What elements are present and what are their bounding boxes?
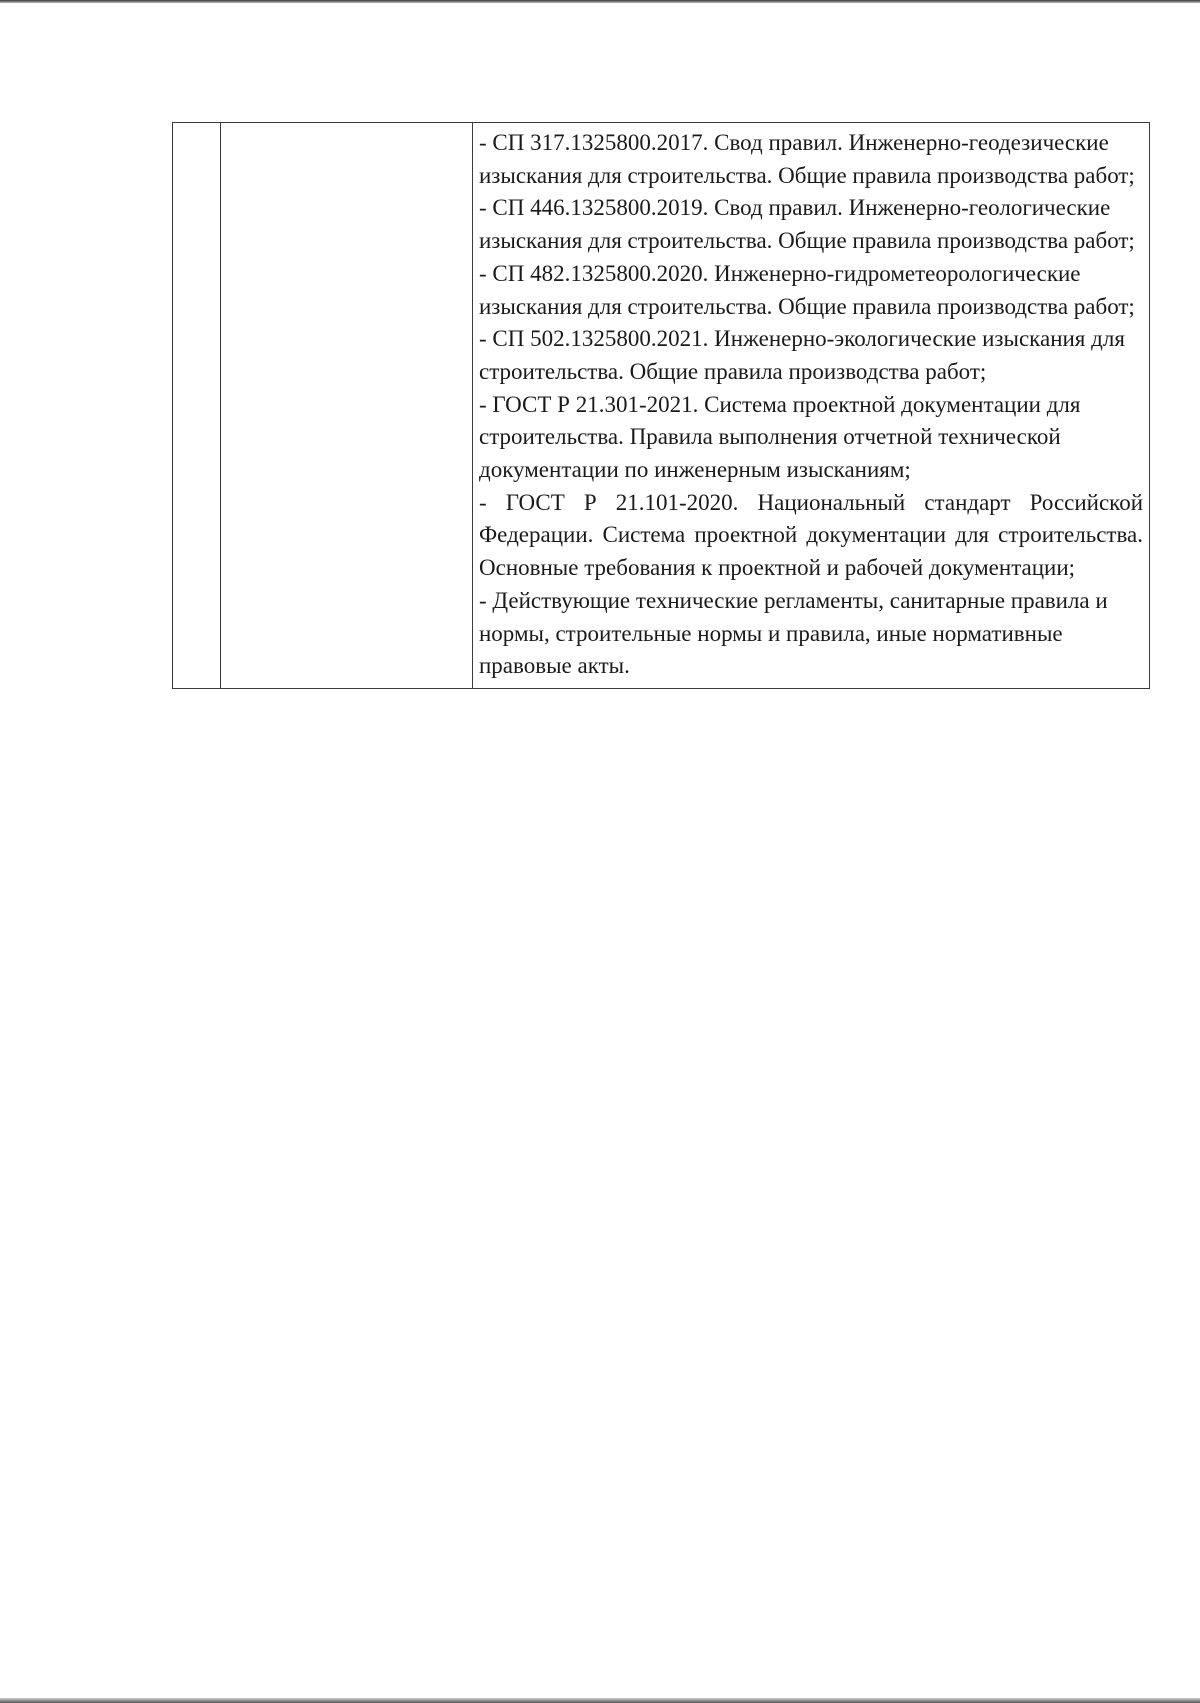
reference-item: - Действующие технические регламенты, санитарные правила и нормы, строительные нормы и правила, иные нормативные правовые акты. (479, 587, 1108, 679)
scan-edge-bottom (0, 1698, 1200, 1703)
scan-edge-top (0, 0, 1200, 3)
references-cell (473, 123, 1150, 689)
name-cell (221, 123, 473, 689)
reference-item: - СП 482.1325800.2020. Инженерно-гидрометеорологические изыскания для строительства. Общие правила производства работ; (479, 260, 1135, 319)
reference-item: - ГОСТ Р 21.301-2021. Система проектной документации для строительства. Правила выполнения отчетной технической документации по инженерным изысканиям; (479, 391, 1081, 483)
reference-item: - СП 317.1325800.2017. Свод правил. Инженерно-геодезические изыскания для строительства. Общие правила производства работ; (479, 130, 1135, 188)
reference-item: - ГОСТ Р 21.101-2020. Национальный стандарт Российской Федерации. Система проектной документации для строительства. Основные требования к проектной и рабочей документации; (479, 489, 1143, 581)
reference-item: - СП 446.1325800.2019. Свод правил. Инженерно-геологические изыскания для строительства. Общие правила производства работ; (479, 195, 1135, 254)
table-row (173, 123, 1150, 689)
requirements-table (172, 122, 1150, 689)
number-cell (173, 123, 221, 689)
reference-item: - СП 502.1325800.2021. Инженерно-экологические изыскания для строительства. Общие правила производства работ; (479, 326, 1125, 384)
